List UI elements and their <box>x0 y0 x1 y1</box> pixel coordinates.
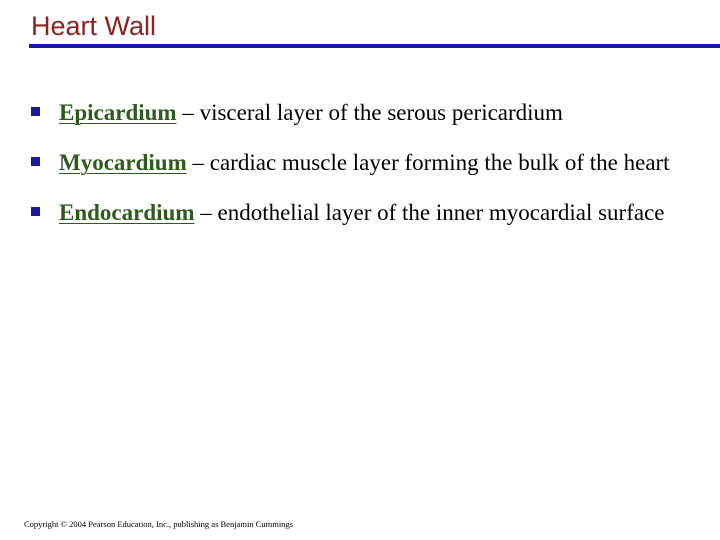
bullet-list <box>29 96 709 246</box>
definition-endocardium: – endothelial layer of the inner myocardial surface <box>194 200 665 225</box>
square-bullet-icon <box>31 157 40 166</box>
term-myocardium: Myocardium <box>59 150 187 175</box>
term-endocardium: Endocardium <box>59 200 195 225</box>
bullet-item-myocardium <box>29 146 709 179</box>
bullet-item-endocardium <box>29 196 709 229</box>
copyright-footer: Copyright © 2004 Pearson Education, Inc., publishing as Benjamin Cummings <box>24 519 293 529</box>
bullet-item-epicardium <box>29 96 709 129</box>
definition-epicardium: – visceral layer of the serous pericardium <box>176 100 563 125</box>
square-bullet-icon <box>31 207 40 216</box>
title-underline-rule <box>29 44 720 48</box>
definition-myocardium: – cardiac muscle layer forming the bulk of the heart <box>186 150 670 175</box>
square-bullet-icon <box>31 107 40 116</box>
term-epicardium: Epicardium <box>59 100 177 125</box>
slide-title: Heart Wall <box>31 11 157 41</box>
